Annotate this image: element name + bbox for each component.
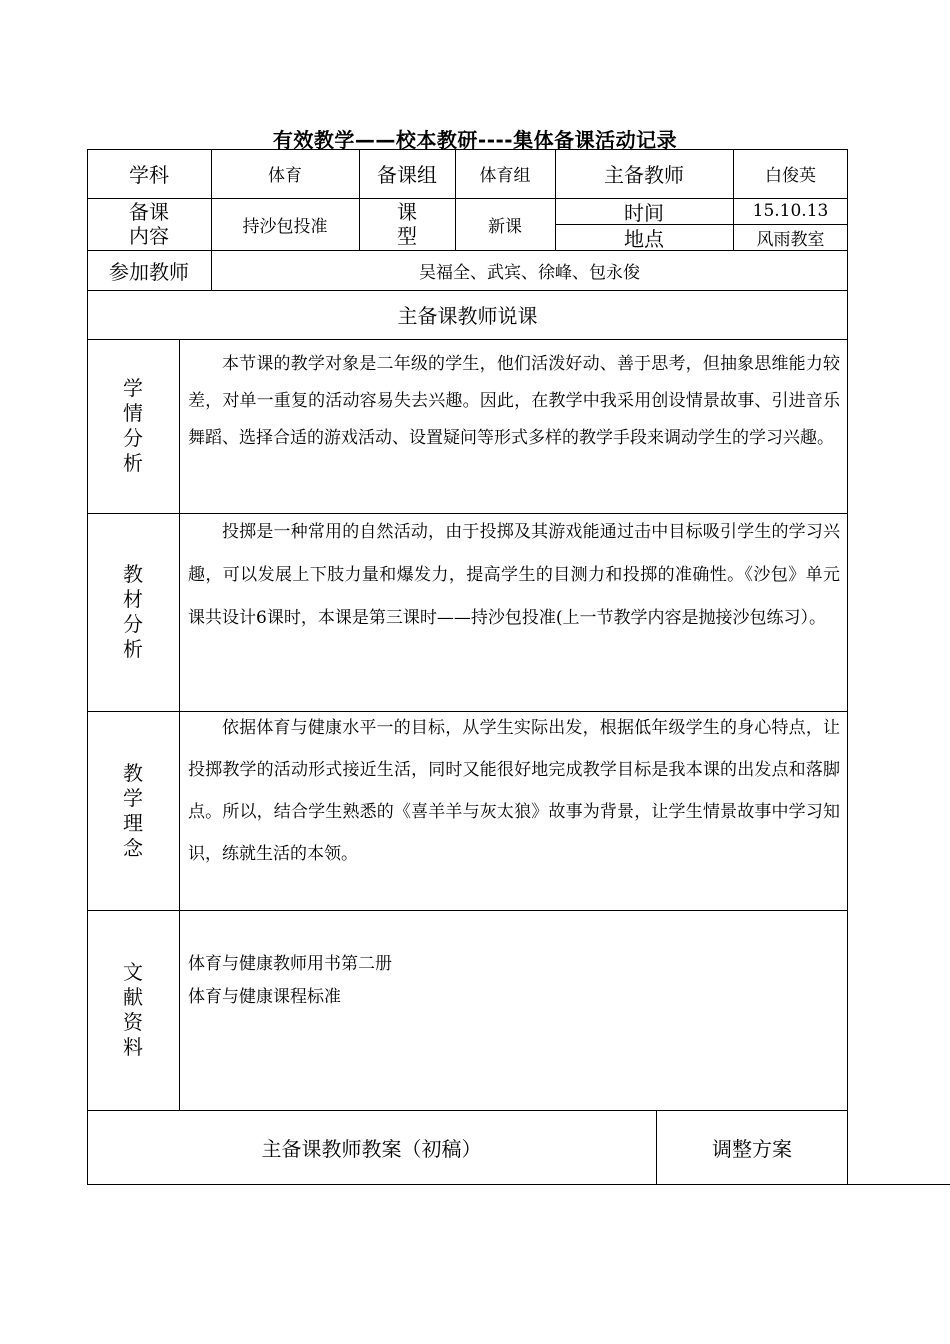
participants-label: 参加教师	[109, 259, 189, 284]
group-label: 备课组	[377, 163, 437, 187]
material-analysis-text: 投掷是一种常用的自然活动，由于投掷及其游戏能通过击中目标吸引学生的学习兴趣，可以发展上下肢力量和爆发力，提高学生的目测力和投掷的准确性。《沙包》单元课共设计6课时，本课是第三课时——持沙包投准(上一节教学内容是抛接沙包练习）。	[188, 522, 840, 628]
lead-teacher-label: 主备教师	[604, 163, 684, 187]
teaching-philosophy-text: 依据体育与健康水平一的目标，从学生实际出发，根据低年级学生的身心特点，让投掷教学的活动形式接近生活，同时又能很好地完成教学目标是我本课的出发点和落脚点。所以，结合学生熟悉的《喜羊羊与灰太狼》故事为背景，让学生情景故事中学习知识，练就生活的本领。	[188, 718, 840, 864]
type-label-line2: 型	[397, 224, 417, 248]
section-title: 主备课教师说课	[397, 304, 538, 328]
type-label	[359, 198, 455, 250]
content-label-line1: 备课	[129, 200, 169, 224]
page-title: 有效教学——校本教研----集体备课活动记录	[272, 128, 678, 152]
content-label-line2: 内容	[129, 224, 169, 248]
subject-value: 体育	[268, 166, 302, 186]
content-label	[87, 198, 211, 250]
material-analysis-label: 教 材 分 析	[123, 562, 143, 661]
type-label-line1: 课	[397, 200, 417, 224]
content-value: 持沙包投准	[242, 216, 328, 237]
teaching-philosophy-label: 教 学 理 念	[123, 760, 143, 860]
lead-teacher-value: 白俊英	[765, 166, 816, 186]
references-list	[188, 948, 392, 1014]
time-value: 15.10.13	[752, 201, 829, 221]
learner-analysis-text: 本节课的教学对象是二年级的学生，他们活泼好动、善于思考，但抽象思维能力较差，对单一重复的活动容易失去兴趣。因此，在教学中我采用创设情景故事、引进音乐舞蹈、选择合适的游戏活动、设置疑问等形式多样的教学手段来调动学生的学习兴趣。	[188, 354, 840, 448]
participants-value: 吴福全、武宾、徐峰、包永俊	[419, 262, 640, 283]
type-value: 新课	[488, 216, 522, 237]
references-label: 文 献 资 料	[123, 960, 143, 1059]
place-label: 地点	[624, 226, 664, 251]
time-label: 时间	[624, 200, 664, 225]
lesson-plan-draft-label: 主备课教师教案（初稿）	[261, 1137, 482, 1161]
adjustment-plan-label: 调整方案	[712, 1137, 792, 1161]
learner-analysis-label: 学 情 分 析	[123, 376, 143, 475]
subject-label: 学科	[129, 163, 169, 187]
group-value: 体育组	[479, 166, 531, 186]
place-value: 风雨教室	[756, 229, 825, 250]
reference-item: 体育与健康课程标准	[188, 987, 341, 1007]
reference-item: 体育与健康教师用书第二册	[188, 954, 392, 974]
